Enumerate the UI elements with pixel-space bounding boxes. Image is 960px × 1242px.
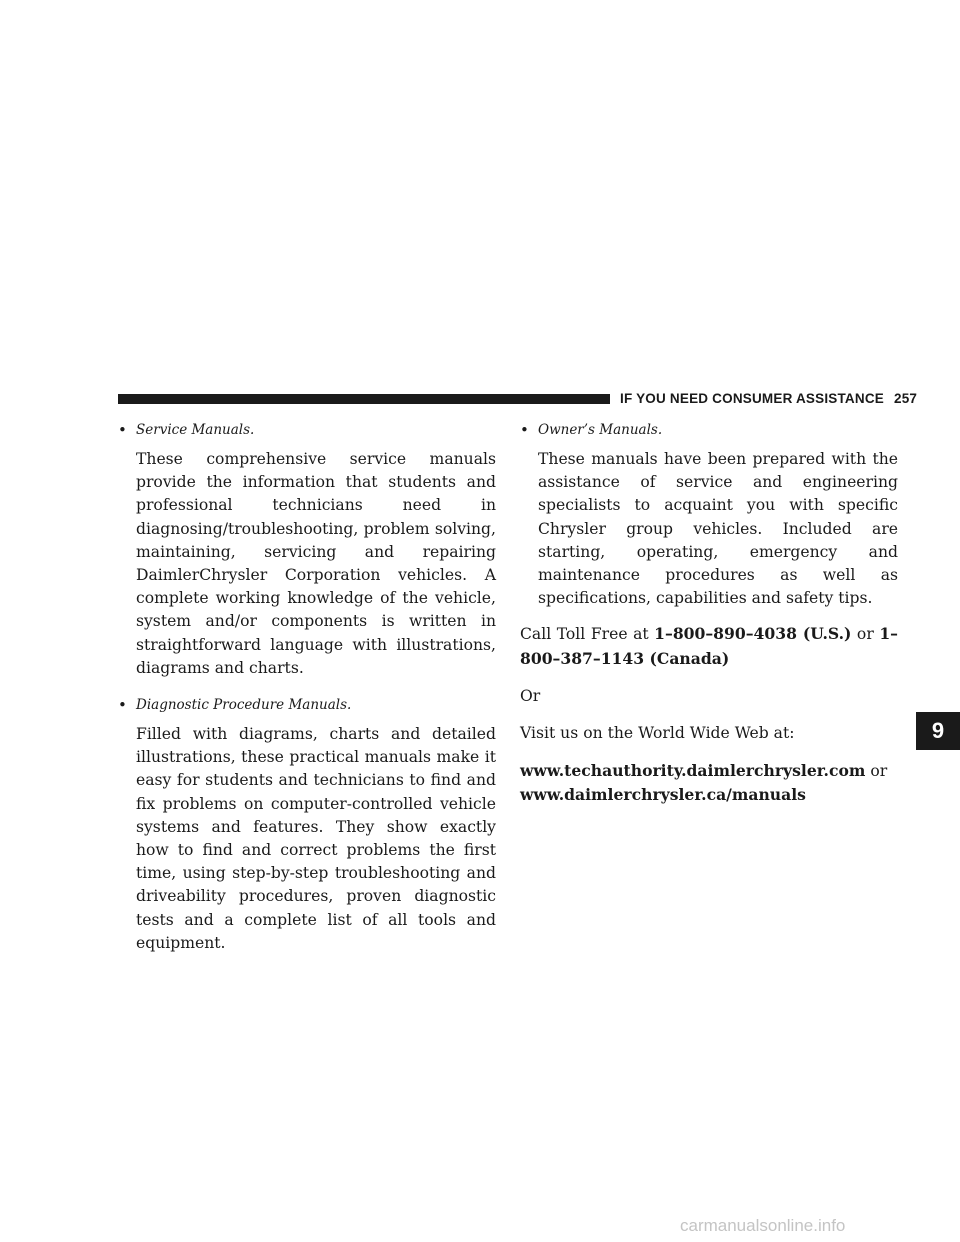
owners-manuals-title: Owner’s Manuals. bbox=[538, 422, 663, 438]
techauthority-link[interactable]: www.techauthority.daimlerchrysler.com bbox=[520, 761, 866, 781]
or-line: Or bbox=[520, 686, 541, 705]
visit-line: Visit us on the World Wide Web at: bbox=[520, 724, 795, 743]
call-or: or bbox=[851, 625, 880, 644]
right-column bbox=[520, 419, 898, 808]
service-manuals-body: These comprehensive service manuals provide the information that students and professional technicians need in diagnosing/troubleshooting, problem solving, maintaining, servicing and repairing DaimlerChrysler Corporation vehicles. A complete working knowledge of the vehicle, system and/or components is written in straightforward language with illustrations, diagrams and charts. bbox=[136, 450, 496, 677]
bullet-icon: • bbox=[520, 421, 529, 439]
owners-manuals-body: These manuals have been prepared with the assistance of service and engineering specialists to acquaint you with specific Chrysler group vehicles. Included are starting, operating, emergency and maintenance procedures as well as specifications, capabilities and safety tips. bbox=[538, 450, 898, 608]
toll-free-line bbox=[520, 622, 898, 670]
web-links bbox=[520, 759, 898, 807]
call-prefix: Call Toll Free at bbox=[520, 625, 655, 644]
diagnostic-manuals-heading bbox=[118, 694, 496, 716]
manuals-canada-link[interactable]: www.daimlerchrysler.ca/manuals bbox=[520, 785, 806, 805]
running-header bbox=[620, 391, 917, 406]
header-rule bbox=[118, 394, 610, 404]
diagnostic-manuals-title: Diagnostic Procedure Manuals. bbox=[136, 697, 352, 714]
service-manuals-title: Service Manuals. bbox=[136, 422, 255, 438]
chapter-tab: 9 bbox=[916, 712, 960, 750]
bullet-icon: • bbox=[118, 421, 127, 439]
page-number: 257 bbox=[893, 391, 918, 406]
us-phone-number: 1–800–890–4038 (U.S.) bbox=[654, 624, 852, 644]
service-manuals-heading bbox=[118, 419, 496, 441]
diagnostic-manuals-body: Filled with diagrams, charts and detailed illustrations, these practical manuals make it easy for students and technicians to find and fix problems on computer-controlled vehicle systems and features. They show exactly how to find and correct problems the first time, using step-by-step troubleshooting and driveability procedures, proven diagnostic tests and a complete list of all tools and equipment. bbox=[136, 725, 496, 952]
web-or: or bbox=[865, 762, 888, 781]
watermark-text: carmanualsonline.info bbox=[680, 1216, 846, 1235]
owners-manuals-heading bbox=[520, 419, 898, 441]
section-title: IF YOU NEED CONSUMER ASSISTANCE bbox=[620, 391, 884, 406]
left-column bbox=[118, 419, 496, 955]
bullet-icon: • bbox=[118, 696, 127, 715]
canada-phone-number: 1–800–387–1143 (Canada) bbox=[520, 624, 898, 668]
